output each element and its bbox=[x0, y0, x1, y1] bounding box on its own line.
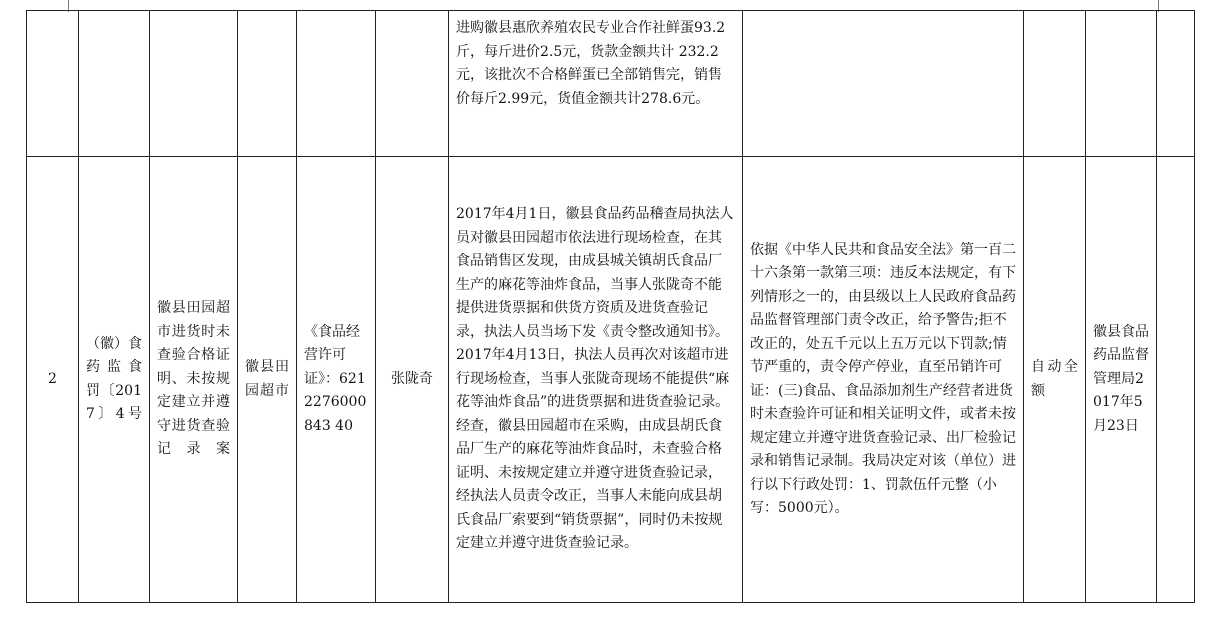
cell-license: 《食品经营许可证》：6212276000843 40 bbox=[297, 157, 376, 603]
cell-authority-date: 徽县食品药品监督管理局2017年5月23日 bbox=[1086, 157, 1157, 603]
cell-empty bbox=[150, 11, 238, 157]
cell-performance: 自动全额 bbox=[1024, 157, 1086, 603]
cell-empty bbox=[1157, 157, 1195, 603]
cell-empty bbox=[79, 11, 150, 157]
cell-empty bbox=[297, 11, 376, 157]
cell-basis: 依据《中华人民共和食品安全法》第一百二十六条第一款第三项：违反本法规定，有下列情形之一的，由县级以上人民政府食品药品监督管理部门责令改正，给予警告;拒不改正的，处五千元以上五万元以下罚款;情节严重的，责令停产停业，直至吊销许可证：(三)食品、食品添加剂生产经营者进货时未查验许可证和相关证明文件，或者未按规定建立并遵守进货查验记录、出厂检验记录和销售记录制。我局决定对该（单位）进行以下行政处罚：1、罚款伍仟元整（小写：5000元）。 bbox=[743, 157, 1024, 603]
cell-empty bbox=[1086, 11, 1157, 157]
cell-index: 2 bbox=[27, 157, 79, 603]
cell-case-number: （徽）食药监食 罚〔2017〕4号 bbox=[79, 157, 150, 603]
cell-empty bbox=[238, 11, 297, 157]
cell-empty bbox=[27, 11, 79, 157]
table-row bbox=[27, 157, 1195, 603]
penalty-table bbox=[26, 10, 1195, 603]
table-row-continued bbox=[27, 11, 1195, 157]
cell-empty bbox=[1024, 11, 1086, 157]
cell-party: 徽县田园超市 bbox=[238, 157, 297, 603]
cell-facts-continued: 进购徽县惠欣养殖农民专业合作社鲜蛋93.2斤，每斤进价2.5元，货款金额共计 232.2 元，该批次不合格鲜蛋已全部销售完，销售价每斤2.99元，货值金额共计278.6元。 bbox=[449, 11, 743, 157]
cell-empty bbox=[743, 11, 1024, 157]
cell-empty bbox=[1157, 11, 1195, 157]
cell-legal-representative: 张陇奇 bbox=[376, 157, 449, 603]
cell-case-name: 徽县田园超市进货时未查验合格证明、未按规定建立并遵守进货查验记录案 bbox=[150, 157, 238, 603]
cell-facts: 2017年4月1日，徽县食品药品稽查局执法人员对徽县田园超市依法进行现场检查，在其食品销售区发现，由成县城关镇胡氏食品厂生产的麻花等油炸食品，当事人张陇奇不能提供进货票据和供货方资质及进货查验记录，执法人员当场下发《责令整改通知书》。2017年4月13日，执法人员再次对该超市进行现场检查，当事人张陇奇现场不能提供“麻花等油炸食品”的进货票据和进货查验记录。经查，徽县田园超市在采购，由成县胡氏食品厂生产的麻花等油炸食品时，未查验合格证明、未按规定建立并遵守进货查验记录，经执法人员责令改正，当事人未能向成县胡氏食品厂索要到“销货票据”，同时仍未按规定建立并遵守进货查验记录。 bbox=[449, 157, 743, 603]
cell-empty bbox=[376, 11, 449, 157]
